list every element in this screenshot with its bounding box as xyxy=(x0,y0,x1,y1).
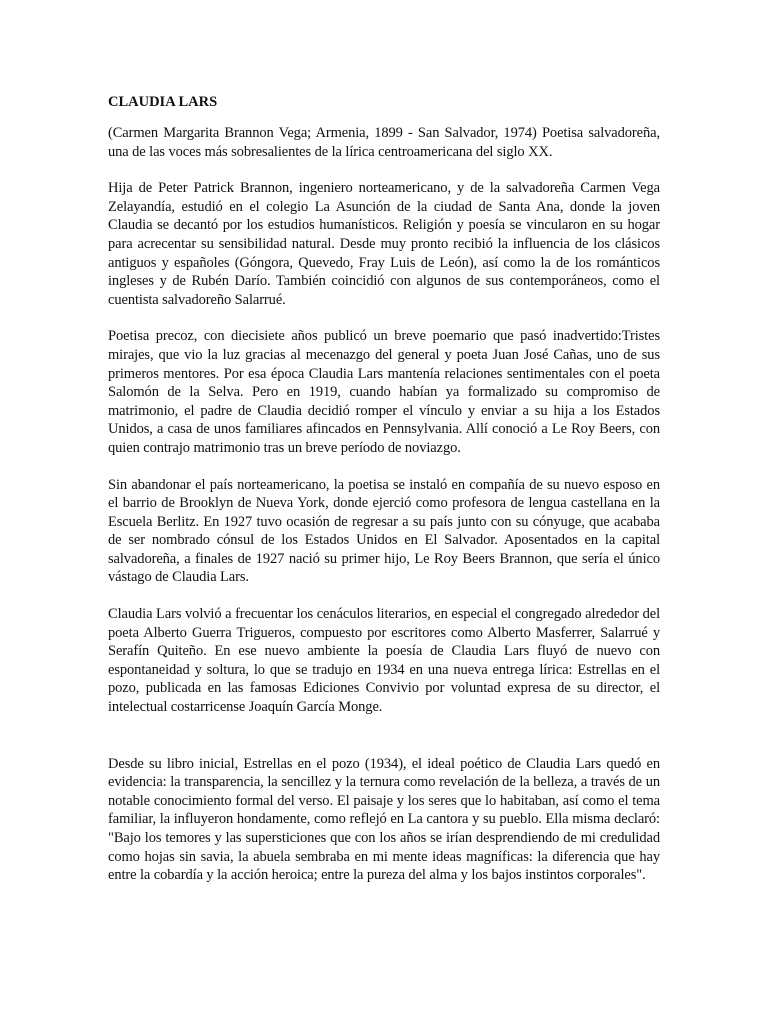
paragraph-poetic-ideal: Desde su libro inicial, Estrellas en el pozo (1934), el ideal poético de Claudia Lars quedó en evidencia: la transparencia, la sencillez y la ternura como revelación de la belleza, a través de un notable conocimiento formal del verso. El paisaje y los seres que lo habitaban, así como el tema familiar, la influyeron hondamente, como reflejó en La cantora y su pueblo. Ella misma declaró: "Bajo los temores y las supersticiones que con los años se irían desprendiendo de mi credulidad como hojas sin savia, la abuela sembraba en mi mente ideas magníficas: la diferencia que hay entre la cobardía y la acción heroica; entre la pureza del alma y los bajos instintos corporales". xyxy=(108,755,660,884)
paragraph-intro: (Carmen Margarita Brannon Vega; Armenia, 1899 - San Salvador, 1974) Poetisa salvadoreña, una de las voces más sobresalientes de la lírica centroamericana del siglo XX. xyxy=(108,125,660,160)
paragraph-brooklyn: Sin abandonar el país norteamericano, la poetisa se instaló en compañía de su nuevo esposo en el barrio de Brooklyn de Nueva York, donde ejerció como profesora de lengua castellana en la Escuela Berlitz. En 1927 tuvo ocasión de regresar a su país junto con su cónyuge, que acababa de ser nombrado cónsul de los Estados Unidos en El Salvador. Aposentados en la capital salvadoreña, a finales de 1927 nació su primer hijo, Le Roy Beers Brannon, que sería el único vástago de Claudia Lars. xyxy=(108,476,660,586)
paragraph-early-poetry: Poetisa precoz, con diecisiete años publicó un breve poemario que pasó inadvertido:Tristes mirajes, que vio la luz gracias al mecenazgo del general y poeta Juan José Cañas, uno de sus primeros mentores. Por esa época Claudia Lars mantenía relaciones sentimentales con el poeta Salomón de la Selva. Pero en 1919, cuando habían ya formalizado su compromiso de matrimonio, el padre de Claudia decidió romper el vínculo y enviar a su hija a los Estados Unidos, a casa de unos familiares afincados en Pennsylvania. Allí conoció a Le Roy Beers, con quien contrajo matrimonio tras un breve período de noviazgo. xyxy=(108,328,660,456)
paragraph-family: Hija de Peter Patrick Brannon, ingeniero norteamericano, y de la salvadoreña Carmen Vega Zelayandía, estudió en el colegio La Asunción de la ciudad de Santa Ana, donde la joven Claudia se decantó por los estudios humanísticos. Religión y poesía se vincularon en su hogar para acrecentar su sensibilidad natural. Desde muy pronto recibió la influencia de los clásicos antiguos y españoles (Góngora, Quevedo, Fray Luis de León), así como la de los románticos ingleses y de Rubén Darío. También coincidió con algunos de sus contemporáneos, como el cuentista salvadoreño Salarrué. xyxy=(108,180,660,308)
paragraph-literary-circles: Claudia Lars volvió a frecuentar los cenáculos literarios, en especial el congregado alrededor del poeta Alberto Guerra Trigueros, compuesto por escritores como Alberto Masferrer, Salarrué y Serafín Quiteño. En ese nuevo ambiente la poesía de Claudia Lars fluyó de nuevo con espontaneidad y soltura, lo que se tradujo en 1934 en una nueva entrega lírica: Estrellas en el pozo, publicada en las famosas Ediciones Convivio por voluntad expresa de su director, el intelectual costarricense Joaquín García Monge. xyxy=(108,606,660,716)
document-page xyxy=(108,93,660,903)
document-title: CLAUDIA LARS xyxy=(108,94,218,110)
